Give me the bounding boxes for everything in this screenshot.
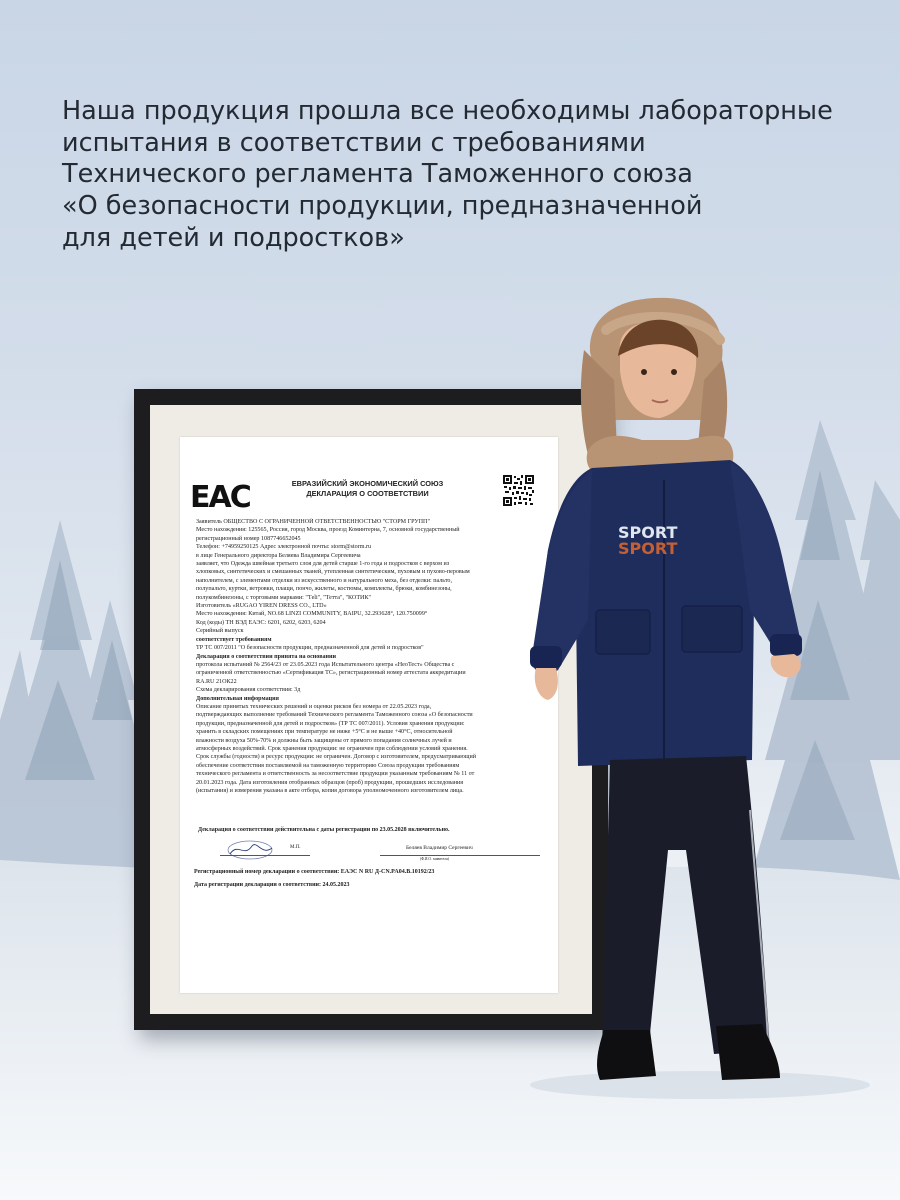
document-line: ограниченной ответственностью «Сертификация ТС», регистрационный номер аттестата аккредитации bbox=[196, 670, 466, 677]
document-line: протокола испытаний № 2564/23 от 23.05.2023 года Испытательного центра «НеоТест» Общества с bbox=[196, 661, 455, 668]
validity-line: Декларация о соответствии действительна с даты регистрации по 23.05.2028 включительно. bbox=[198, 827, 450, 833]
name-line bbox=[380, 855, 540, 856]
signature-line bbox=[220, 855, 310, 856]
document-line: технического регламента и ответственность за несоответствие продукции указанным требованиям № 11 от bbox=[196, 771, 475, 778]
signer-caption: (Ф.И.О. заявителя) bbox=[420, 857, 449, 861]
headline-line: для детей и подростков» bbox=[62, 222, 405, 253]
document-line: ТР ТС 007/2011 "О безопасности продукции, предназначенной для детей и подростков" bbox=[196, 645, 424, 652]
document-line: Серийный выпуск bbox=[196, 628, 244, 635]
document-line: соответствует требованиям bbox=[196, 636, 272, 643]
document-line: наполнителем, с элементами отделки из искусственного и натурального меха, без отделки: пальто, bbox=[196, 577, 452, 584]
headline-line: «О безопасности продукции, предназначенной bbox=[62, 191, 703, 222]
document-line: Описание принятых технических решений и оценки рисков без номера от 22.05.2023 года, bbox=[196, 703, 432, 710]
document-line: хранить в складских помещениях при температуре не ниже +5°С и не выше +40°С, относительной bbox=[196, 729, 453, 736]
document-line: Схема декларирования соответствия: 3д bbox=[196, 687, 301, 694]
jacket-print: SPORT bbox=[618, 523, 678, 542]
document-line: регистрационный номер 1087746652045 bbox=[196, 535, 301, 542]
declaration-document bbox=[180, 437, 558, 993]
document-line: влажности воздуха 50%-70% и должны быть защищены от прямого попадания солнечных лучей и bbox=[196, 737, 452, 744]
headline bbox=[62, 96, 862, 255]
boy-model-illustration bbox=[518, 290, 818, 1090]
document-line: Декларация о соответствии принята на основании bbox=[196, 653, 337, 660]
document-line: 20.01.2023 года. Дата изготовления отобранных образцов (проб) продукции, прошедших исследования bbox=[196, 779, 464, 786]
headline-line: Технического регламента Таможенного союза bbox=[62, 159, 693, 190]
stamp-label: М.П. bbox=[290, 845, 301, 850]
document-line: атмосферных воздействий. Срок хранения продукции: не ограничен при соблюдении условий хранения. bbox=[196, 745, 468, 752]
document-line: Заявитель ОБЩЕСТВО С ОГРАНИЧЕННОЙ ОТВЕТСТВЕННОСТЬЮ "СТОРМ ГРУПП" bbox=[196, 519, 430, 525]
document-line: RA.RU 21ОК22 bbox=[196, 678, 237, 685]
document-line: хлопковых, синтетических и смешанных тканей, утепленная синтетическим, пуховым и пухово-перовым bbox=[196, 569, 470, 576]
jacket-print-shadow: SPORT bbox=[618, 539, 678, 558]
document-line: (испытания) и измерения указана в акте отбора, копия договора уполномоченного изготовителем лица. bbox=[196, 788, 464, 794]
union-title: ЕВРАЗИЙСКИЙ ЭКОНОМИЧЕСКИЙ СОЮЗ bbox=[291, 479, 444, 488]
registration-date: Дата регистрации декларации о соответствии: 24.05.2023 bbox=[194, 882, 350, 888]
document-line: подтверждающих выполнение требований Технического регламента Таможенного союза «О безопасности bbox=[196, 712, 473, 719]
document-type: ДЕКЛАРАЦИЯ О СООТВЕТСТВИИ bbox=[306, 488, 429, 498]
document-line: Место нахождения: Китай, NO.68 LINZI COMMUNITY, BAIPU, 32.293628°, 120.750099° bbox=[196, 611, 428, 618]
document-line: полупальто, куртки, ветровки, плащи, пончо, жилеты, костюмы, комплекты, брюки, комбинезоны, bbox=[196, 586, 452, 593]
document-header bbox=[255, 479, 480, 499]
signer-name: Беляев Владимир Сергеевич bbox=[406, 845, 473, 851]
signature-stamp-icon bbox=[224, 838, 276, 862]
document-line: обеспечение соответствия поставляемой на таможенную территорию Союза продукции требованиям bbox=[196, 762, 460, 769]
document-line: Изготовитель «RUGAO YIREN DRESS CO., LTD» bbox=[196, 603, 327, 610]
headline-line: Наша продукция прошла все необходимы лабораторные bbox=[62, 96, 833, 126]
document-line: в лице Генерального директора Беляева Владимира Сергеевича bbox=[196, 552, 361, 559]
eac-mark: EAC bbox=[190, 480, 250, 515]
document-line: Дополнительная информация bbox=[196, 695, 279, 702]
document-line: Телефон: +74959250125 Адрес электронной почты: storm@storm.ru bbox=[196, 544, 372, 551]
document-line: продукции, предназначенной для детей и подростков» (ТР ТС 007/2011). Условия хранения продукции: bbox=[196, 720, 465, 727]
document-line: заявляет, что Одежда швейная третьего слоя для детей старше 1-го года и подростков с верхом из bbox=[196, 561, 450, 568]
document-line: Место нахождения: 125565, Россия, город Москва, проезд Коминтерна, 7, основной государственный bbox=[196, 527, 460, 534]
document-line: полукомбинезоны, с торговыми марками: "Тeli", "Тетта", "КОТИК" bbox=[196, 594, 371, 601]
headline-line: испытания в соответствии с требованиями bbox=[62, 127, 646, 158]
document-body bbox=[196, 518, 548, 795]
document-line: Код (коды) ТН ВЭД ЕАЭС: 6201, 6202, 6203, 6204 bbox=[196, 619, 326, 626]
document-line: Срок службы (годности) и ресурс продукции: не ограничен. Договор с изготовителем, предусматривающий bbox=[196, 754, 477, 761]
registration-number: Регистрационный номер декларации о соответствии: ЕАЭС N RU Д-CN.PA04.B.10192/23 bbox=[194, 869, 435, 875]
